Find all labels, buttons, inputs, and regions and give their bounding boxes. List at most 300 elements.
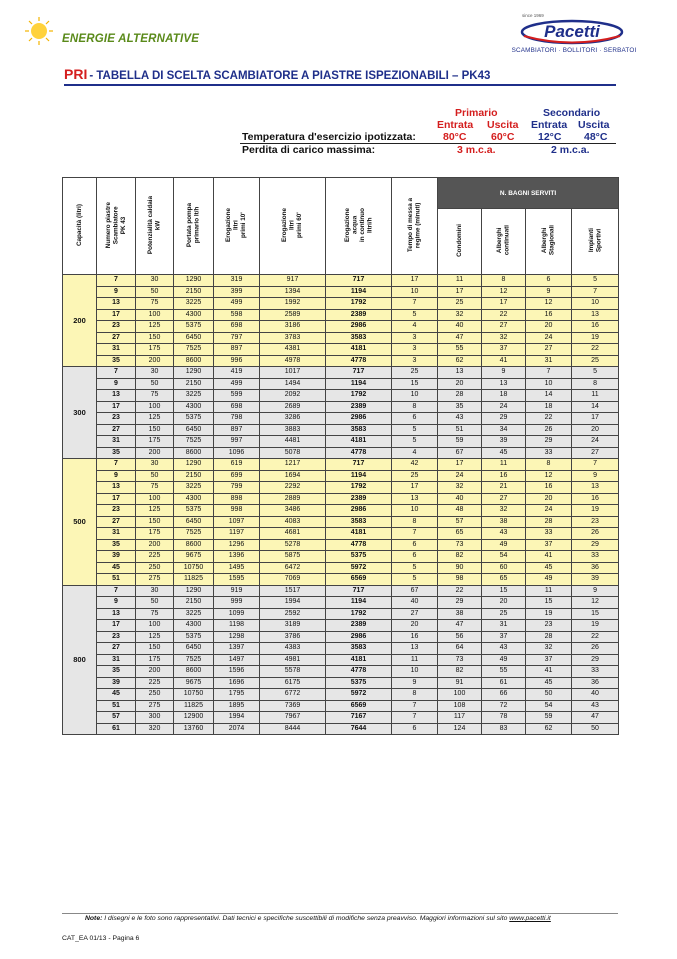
table-cell: 4383 (260, 643, 326, 655)
table-cell: 43 (482, 643, 526, 655)
table-cell: 4181 (326, 528, 392, 540)
table-cell: 1792 (326, 608, 392, 620)
column-header (63, 178, 97, 275)
table-cell: 37 (482, 344, 526, 356)
table-cell: 22 (482, 309, 526, 321)
table-cell: 2150 (174, 597, 214, 609)
table-cell: 1397 (214, 643, 260, 655)
selection-table (62, 177, 619, 735)
table-cell: 1197 (214, 528, 260, 540)
table-cell: 7644 (326, 723, 392, 735)
table-cell: 4300 (174, 620, 214, 632)
table-cell: 48 (438, 505, 482, 517)
table-cell: 12 (482, 286, 526, 298)
table-cell: 7 (526, 367, 572, 379)
capacity-cell: 500 (63, 459, 97, 586)
table-cell: 2074 (214, 723, 260, 735)
sun-icon (24, 16, 54, 46)
table-cell: 4300 (174, 493, 214, 505)
table-cell: 26 (526, 424, 572, 436)
table-cell: 78 (482, 712, 526, 724)
page-footer: CAT_EA 01/13 - Pagina 6 (62, 935, 140, 942)
table-cell: 1296 (214, 539, 260, 551)
website-link[interactable]: www.pacetti.it (509, 915, 551, 922)
table-cell: 17 (438, 286, 482, 298)
table-cell: 5972 (326, 562, 392, 574)
table-cell: 499 (214, 298, 260, 310)
table-cell: 15 (392, 378, 438, 390)
table-cell: 32 (526, 643, 572, 655)
note-label: Note: (85, 915, 103, 922)
table-cell: 49 (482, 539, 526, 551)
table-cell: 13 (392, 643, 438, 655)
table-cell: 10 (392, 505, 438, 517)
pressure-loss-label: Perdita di carico massima: (242, 144, 376, 156)
table-row (63, 424, 619, 436)
column-header-label: Tempo di messa a regime (minuti) (407, 197, 422, 253)
table-row (63, 539, 619, 551)
table-cell: 24 (572, 436, 619, 448)
table-cell: 717 (326, 459, 392, 471)
table-cell: 4381 (260, 344, 326, 356)
table-cell: 66 (482, 689, 526, 701)
table-cell: 16 (526, 482, 572, 494)
table-cell: 47 (572, 712, 619, 724)
table-cell: 6 (526, 275, 572, 287)
table-cell: 38 (482, 516, 526, 528)
sub-column-header-label: Alberghi continuati (496, 225, 511, 256)
table-row (63, 459, 619, 471)
table-cell: 56 (438, 631, 482, 643)
table-cell: 39 (482, 436, 526, 448)
table-cell: 2689 (260, 401, 326, 413)
table-cell: 31 (526, 355, 572, 367)
table-cell: 7967 (260, 712, 326, 724)
table-cell: 9 (97, 597, 136, 609)
table-cell: 67 (392, 585, 438, 597)
table-cell: 499 (214, 378, 260, 390)
table-cell: 11825 (174, 574, 214, 586)
table-cell: 1290 (174, 367, 214, 379)
table-cell: 32 (438, 482, 482, 494)
table-cell: 3186 (260, 321, 326, 333)
table-cell: 717 (326, 367, 392, 379)
table-cell: 8600 (174, 447, 214, 459)
primario-entrata-temp: 80°C (443, 131, 467, 143)
table-cell: 27 (572, 447, 619, 459)
sub-column-header (526, 209, 572, 275)
table-cell: 200 (136, 447, 174, 459)
table-cell: 5875 (260, 551, 326, 563)
table-cell: 2986 (326, 413, 392, 425)
table-cell: 65 (438, 528, 482, 540)
table-cell: 6472 (260, 562, 326, 574)
table-cell: 37 (482, 631, 526, 643)
table-cell: 6450 (174, 516, 214, 528)
table-cell: 47 (438, 620, 482, 632)
table-row (63, 436, 619, 448)
sub-column-header-label: Impianti Sportivi (587, 228, 603, 253)
table-cell: 8 (526, 459, 572, 471)
table-cell: 399 (214, 286, 260, 298)
table-cell: 10 (572, 298, 619, 310)
table-cell: 2389 (326, 620, 392, 632)
table-cell: 17 (438, 459, 482, 471)
table-cell: 33 (572, 551, 619, 563)
table-cell: 4300 (174, 309, 214, 321)
table-cell: 4778 (326, 355, 392, 367)
table-cell: 20 (526, 493, 572, 505)
table-cell: 33 (526, 447, 572, 459)
table-cell: 40 (572, 689, 619, 701)
table-cell: 31 (97, 344, 136, 356)
table-cell: 17 (482, 298, 526, 310)
table-cell: 35 (97, 666, 136, 678)
note (85, 915, 551, 922)
table-row (63, 620, 619, 632)
table-cell: 27 (97, 516, 136, 528)
table-cell: 36 (572, 677, 619, 689)
table-cell: 10750 (174, 689, 214, 701)
table-cell: 47 (438, 332, 482, 344)
table-cell: 5972 (326, 689, 392, 701)
table-row (63, 689, 619, 701)
table-cell: 7525 (174, 654, 214, 666)
table-cell: 72 (482, 700, 526, 712)
table-cell: 25 (438, 298, 482, 310)
table-cell: 150 (136, 332, 174, 344)
table-cell: 117 (438, 712, 482, 724)
sub-column-header-label: Condomini (455, 224, 463, 257)
column-header (136, 178, 174, 275)
table-cell: 12900 (174, 712, 214, 724)
table-cell: 8 (392, 689, 438, 701)
table-row (63, 677, 619, 689)
sub-column-header (438, 209, 482, 275)
table-cell: 797 (214, 332, 260, 344)
table-cell: 11 (572, 390, 619, 402)
table-cell: 5 (392, 574, 438, 586)
table-cell: 14 (526, 390, 572, 402)
table-cell: 1494 (260, 378, 326, 390)
table-cell: 31 (97, 528, 136, 540)
table-cell: 8 (572, 378, 619, 390)
table-cell: 5 (392, 562, 438, 574)
table-cell: 57 (438, 516, 482, 528)
table-cell: 19 (572, 620, 619, 632)
table-cell: 124 (438, 723, 482, 735)
table-cell: 4981 (260, 654, 326, 666)
table-cell: 4083 (260, 516, 326, 528)
table-cell: 100 (136, 309, 174, 321)
table-cell: 3 (392, 344, 438, 356)
brand-label: ENERGIE ALTERNATIVE (62, 33, 200, 45)
table-cell: 699 (214, 470, 260, 482)
table-cell: 6 (392, 723, 438, 735)
table-cell: 3225 (174, 298, 214, 310)
table-cell: 17 (572, 413, 619, 425)
table-cell: 8600 (174, 355, 214, 367)
table-cell: 49 (526, 574, 572, 586)
table-cell: 30 (136, 275, 174, 287)
table-cell: 1517 (260, 585, 326, 597)
table-cell: 5578 (260, 666, 326, 678)
table-cell: 33 (572, 666, 619, 678)
table-cell: 150 (136, 643, 174, 655)
table-cell: 28 (438, 390, 482, 402)
table-cell: 55 (482, 666, 526, 678)
table-row (63, 332, 619, 344)
table-cell: 698 (214, 321, 260, 333)
table-cell: 23 (97, 413, 136, 425)
sub-column-header-label: Alberghi Stagionali (541, 225, 556, 256)
table-cell: 26 (572, 643, 619, 655)
table-cell: 1394 (260, 286, 326, 298)
table-cell: 200 (136, 355, 174, 367)
table-cell: 73 (438, 539, 482, 551)
table-cell: 4300 (174, 401, 214, 413)
table-row (63, 505, 619, 517)
table-cell: 25 (392, 470, 438, 482)
table-cell: 20 (438, 378, 482, 390)
table-cell: 39 (97, 677, 136, 689)
table-cell: 125 (136, 321, 174, 333)
table-cell: 20 (482, 597, 526, 609)
table-cell: 57 (97, 712, 136, 724)
table-cell: 3883 (260, 424, 326, 436)
capacity-cell: 800 (63, 585, 97, 735)
table-row (63, 470, 619, 482)
table-cell: 619 (214, 459, 260, 471)
table-cell: 25 (482, 608, 526, 620)
table-cell: 16 (526, 309, 572, 321)
table-cell: 1497 (214, 654, 260, 666)
table-cell: 1194 (326, 378, 392, 390)
table-cell: 45 (97, 562, 136, 574)
table-row (63, 367, 619, 379)
table-cell: 35 (438, 401, 482, 413)
table-cell: 8600 (174, 666, 214, 678)
table-cell: 42 (392, 459, 438, 471)
table-row (63, 597, 619, 609)
table-cell: 898 (214, 493, 260, 505)
table-cell: 108 (438, 700, 482, 712)
table-cell: 24 (526, 332, 572, 344)
table-cell: 16 (392, 631, 438, 643)
table-cell: 43 (438, 413, 482, 425)
table-cell: 50 (136, 286, 174, 298)
table-row (63, 700, 619, 712)
table-cell: 100 (438, 689, 482, 701)
table-cell: 2092 (260, 390, 326, 402)
table-cell: 125 (136, 505, 174, 517)
table-cell: 12 (572, 597, 619, 609)
table-cell: 29 (526, 436, 572, 448)
column-header-label: Erogazione acqua in continuo litri/h (343, 208, 373, 242)
table-cell: 6569 (326, 700, 392, 712)
table-cell: 11 (438, 275, 482, 287)
table-cell: 125 (136, 631, 174, 643)
table-cell: 5 (572, 367, 619, 379)
table-cell: 29 (572, 539, 619, 551)
table-cell: 275 (136, 574, 174, 586)
table-cell: 7525 (174, 528, 214, 540)
table-cell: 100 (136, 620, 174, 632)
table-cell: 33 (526, 528, 572, 540)
table-cell: 62 (526, 723, 572, 735)
table-cell: 300 (136, 712, 174, 724)
table-cell: 49 (482, 654, 526, 666)
capacity-cell: 300 (63, 367, 97, 459)
table-cell: 32 (438, 309, 482, 321)
primario-uscita-temp: 60°C (491, 131, 515, 143)
table-cell: 45 (526, 677, 572, 689)
table-cell: 998 (214, 505, 260, 517)
table-cell: 27 (97, 424, 136, 436)
table-cell: 5375 (174, 321, 214, 333)
table-cell: 35 (97, 447, 136, 459)
table-row (63, 643, 619, 655)
table-cell: 7 (97, 459, 136, 471)
table-cell: 91 (438, 677, 482, 689)
table-row (63, 551, 619, 563)
table-row (63, 447, 619, 459)
table-row (63, 355, 619, 367)
table-cell: 9 (97, 378, 136, 390)
table-cell: 50 (136, 378, 174, 390)
table-cell: 2986 (326, 321, 392, 333)
table-cell: 2150 (174, 378, 214, 390)
table-cell: 62 (438, 355, 482, 367)
column-header-label: Capacità (litri) (75, 204, 83, 246)
table-cell: 3 (392, 355, 438, 367)
table-cell: 18 (482, 390, 526, 402)
primario-entrata-label: Entrata (437, 119, 474, 131)
table-cell: 32 (482, 505, 526, 517)
table-cell: 9 (482, 367, 526, 379)
table-cell: 1992 (260, 298, 326, 310)
table-cell: 75 (136, 298, 174, 310)
table-cell: 13 (97, 390, 136, 402)
table-cell: 7 (392, 528, 438, 540)
table-cell: 3583 (326, 516, 392, 528)
table-cell: 31 (97, 654, 136, 666)
table-cell: 2389 (326, 309, 392, 321)
table-cell: 6 (392, 551, 438, 563)
table-cell: 5375 (174, 505, 214, 517)
table-cell: 10 (526, 378, 572, 390)
table-cell: 65 (482, 574, 526, 586)
table-cell: 2986 (326, 505, 392, 517)
table-cell: 4 (392, 321, 438, 333)
table-cell: 5375 (174, 631, 214, 643)
table-cell: 55 (438, 344, 482, 356)
table-cell: 1290 (174, 585, 214, 597)
table-cell: 10 (392, 390, 438, 402)
table-cell: 799 (214, 482, 260, 494)
table-cell: 1994 (214, 712, 260, 724)
table-cell: 4 (392, 447, 438, 459)
table-cell: 15 (526, 597, 572, 609)
table-cell: 51 (438, 424, 482, 436)
table-cell: 22 (526, 413, 572, 425)
table-row (63, 298, 619, 310)
table-row (63, 608, 619, 620)
secondario-label: Secondario (543, 107, 601, 119)
note-text: I disegni e le foto sono rappresentativi. Dati tecnici e specifiche suscettibili di modifiche senza preavviso. Maggiori informazioni sul sito (102, 915, 510, 922)
table-cell: 7069 (260, 574, 326, 586)
table-cell: 12 (526, 470, 572, 482)
table-cell: 4778 (326, 666, 392, 678)
table-cell: 717 (326, 275, 392, 287)
table-cell: 8 (392, 516, 438, 528)
table-cell: 9675 (174, 551, 214, 563)
table-cell: 3583 (326, 332, 392, 344)
table-cell: 43 (482, 528, 526, 540)
table-cell: 1099 (214, 608, 260, 620)
table-cell: 35 (97, 539, 136, 551)
secondario-pressure-loss: 2 m.c.a. (551, 144, 590, 156)
table-cell: 5 (392, 309, 438, 321)
table-cell: 1198 (214, 620, 260, 632)
table-cell: 75 (136, 482, 174, 494)
sub-column-header (482, 209, 526, 275)
page-title (64, 66, 490, 82)
table-cell: 319 (214, 275, 260, 287)
table-cell: 1217 (260, 459, 326, 471)
table-cell: 6450 (174, 424, 214, 436)
title-text: - TABELLA DI SCELTA SCAMBIATORE A PIASTRE ISPEZIONABILI – PK43 (89, 70, 491, 82)
table-cell: 41 (482, 355, 526, 367)
table-cell: 43 (572, 700, 619, 712)
table-cell: 54 (482, 551, 526, 563)
table-cell: 3189 (260, 620, 326, 632)
table-row (63, 654, 619, 666)
table-cell: 5 (392, 436, 438, 448)
table-row (63, 574, 619, 586)
baths-group-header: N. BAGNI SERVITI (438, 178, 619, 209)
table-row (63, 723, 619, 735)
table-cell: 996 (214, 355, 260, 367)
table-cell: 17 (97, 620, 136, 632)
table-cell: 27 (392, 608, 438, 620)
table-cell: 8444 (260, 723, 326, 735)
table-cell: 9 (97, 286, 136, 298)
table-cell: 717 (326, 585, 392, 597)
table-cell: 1290 (174, 275, 214, 287)
table-cell: 35 (97, 355, 136, 367)
table-cell: 15 (482, 585, 526, 597)
table-cell: 19 (572, 332, 619, 344)
column-header-label: Numero piastre Scambiatore PK 43 (104, 201, 127, 249)
table-cell: 100 (136, 493, 174, 505)
table-cell: 50 (136, 597, 174, 609)
table-cell: 20 (392, 620, 438, 632)
table-cell: 61 (97, 723, 136, 735)
table-cell: 7369 (260, 700, 326, 712)
table-cell: 98 (438, 574, 482, 586)
table-cell: 100 (136, 401, 174, 413)
table-cell: 13 (438, 367, 482, 379)
logo-name: Pacetti (544, 22, 600, 41)
table-cell: 22 (572, 631, 619, 643)
table-cell: 2150 (174, 470, 214, 482)
table-cell: 5 (572, 275, 619, 287)
table-row (63, 275, 619, 287)
title-divider (64, 84, 616, 86)
table-cell: 51 (97, 574, 136, 586)
table-cell: 22 (572, 344, 619, 356)
